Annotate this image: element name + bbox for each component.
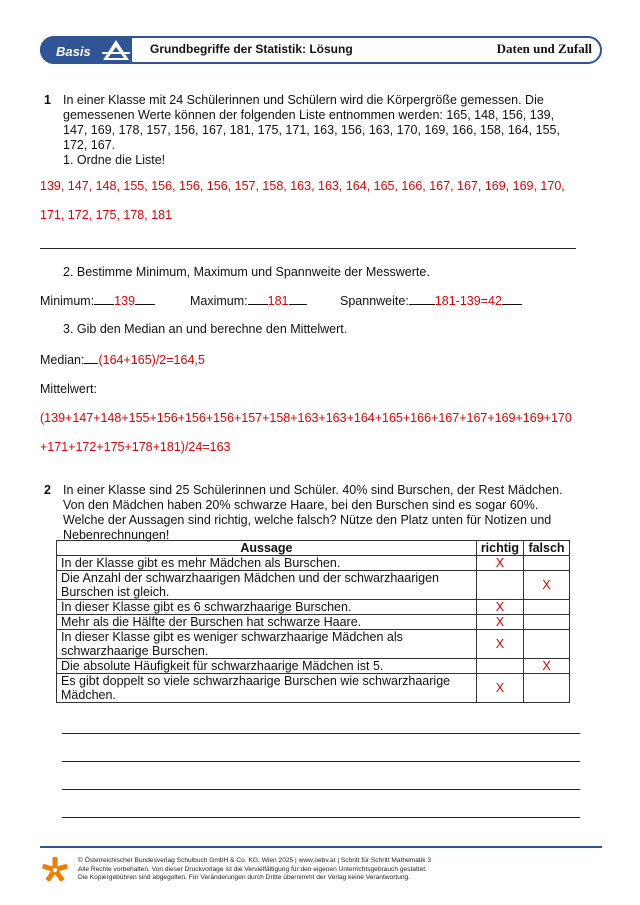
statements-table (56, 540, 570, 703)
true-mark: X (476, 615, 523, 630)
table-row: Mehr als die Hälfte der Burschen hat schwarze Haare. X (57, 615, 570, 630)
footer-rule (40, 846, 602, 848)
basis-triangle-icon (100, 36, 132, 64)
basis-label: Basis (56, 44, 91, 59)
range-value: 181-139=42 (434, 294, 502, 308)
median-row: Median: (164+165)/2=164,5 (40, 353, 205, 367)
mean-label: Mittelwert: (40, 382, 97, 396)
maximum-value: 181 (267, 294, 289, 308)
false-mark (524, 556, 570, 571)
header-statement: Aussage (57, 541, 477, 556)
table-row: Die absolute Häufigkeit für schwarzhaarige Mädchen ist 5. X (57, 659, 570, 674)
oebv-star-logo (42, 856, 68, 884)
task1-question-2: 2. Bestimme Minimum, Maximum und Spannweite der Messwerte. (63, 265, 430, 279)
median-value: (164+165)/2=164,5 (98, 353, 205, 367)
task1-question-3: 3. Gib den Median an und berechne den Mittelwert. (63, 322, 348, 336)
header-false: falsch (524, 541, 570, 556)
minimum-row: Minimum: 139 (40, 294, 155, 309)
notes-line (62, 761, 580, 762)
true-mark (476, 659, 523, 674)
range-row: Spannweite: 181-139=42 (340, 294, 522, 309)
maximum-row: Maximum: 181 (190, 294, 307, 309)
false-mark: X (524, 659, 570, 674)
task1-question-1: 1. Ordne die Liste! (63, 153, 166, 167)
task1-number: 1 (44, 93, 51, 107)
table-row: Die Anzahl der schwarzhaarigen Mädchen und der schwarzhaarigen Burschen ist gleich. X (57, 571, 570, 600)
mean-line1: (139+147+148+155+156+156+156+157+158+163+163+164+165+166+167+167+169+169+170 (40, 411, 572, 425)
worksheet-title: Grundbegriffe der Statistik: Lösung (150, 42, 353, 56)
answer-line (40, 248, 576, 249)
table-row: Es gibt doppelt so viele schwarzhaarige Burschen wie schwarzhaarige Mädchen. X (57, 674, 570, 703)
footer-copyright: © Österreichischer Bundesverlag Schulbuch GmbH & Co. KG, Wien 2025 | www.oebv.at | Schritt für Schritt Mathematik 3 Alle Rechte vorbehalten. Von dieser Druckvorlage ist die Vervielfältigung für den eigenen Unterrichtsgebrauch gestattet. Die Kopiergebühren sind abgegolten. Für Veränderungen durch Dritte übernimmt der Verlag keine Verantwortung. (78, 857, 432, 881)
mean-line2: +171+172+175+178+181)/24=163 (40, 440, 231, 454)
topic-label: Daten und Zufall (496, 41, 592, 56)
table-header-row (57, 541, 570, 556)
false-mark (524, 674, 570, 703)
table-row: In der Klasse gibt es mehr Mädchen als Burschen. X (57, 556, 570, 571)
true-mark: X (476, 556, 523, 571)
false-mark (524, 600, 570, 615)
task1-text: In einer Klasse mit 24 Schülerinnen und Schülern wird die Körpergröße gemessen. Die gemessenen Werte können der folgenden Liste entnommen werden: 165, 148, 156, 139, 147, 169, 178, 157, 156, 167, 181, 175, 171, 163, 156, 163, 170, 169, 166, 158, 164, 155, 172, 167. 1. Ordne die Liste! (63, 93, 560, 167)
notes-line (62, 733, 580, 734)
true-mark: X (476, 630, 523, 659)
true-mark: X (476, 600, 523, 615)
minimum-value: 139 (114, 294, 136, 308)
false-mark (524, 630, 570, 659)
notes-line (62, 789, 580, 790)
task2-text: In einer Klasse sind 25 Schülerinnen und Schüler. 40% sind Burschen, der Rest Mädchen. Von den Mädchen haben 20% schwarze Haare, bei den Burschen sind es sogar 60%. Welche der Aussagen sind richtig, welche falsch? Nütze den Platz unten für Notizen und Nebenrechnungen! (63, 483, 563, 542)
sorted-list-line1: 139, 147, 148, 155, 156, 156, 156, 157, 158, 163, 163, 164, 165, 166, 167, 167, 169, 169, 170, (40, 179, 565, 193)
header-true: richtig (476, 541, 523, 556)
true-mark: X (476, 674, 523, 703)
table-row: In dieser Klasse gibt es weniger schwarzhaarige Mädchen als schwarzhaarige Burschen. X (57, 630, 570, 659)
true-mark (476, 571, 523, 600)
task2-number: 2 (44, 483, 51, 497)
table-row: In dieser Klasse gibt es 6 schwarzhaarige Burschen. X (57, 600, 570, 615)
false-mark (524, 615, 570, 630)
false-mark: X (524, 571, 570, 600)
sorted-list-line2: 171, 172, 175, 178, 181 (40, 208, 173, 222)
notes-line (62, 817, 580, 818)
